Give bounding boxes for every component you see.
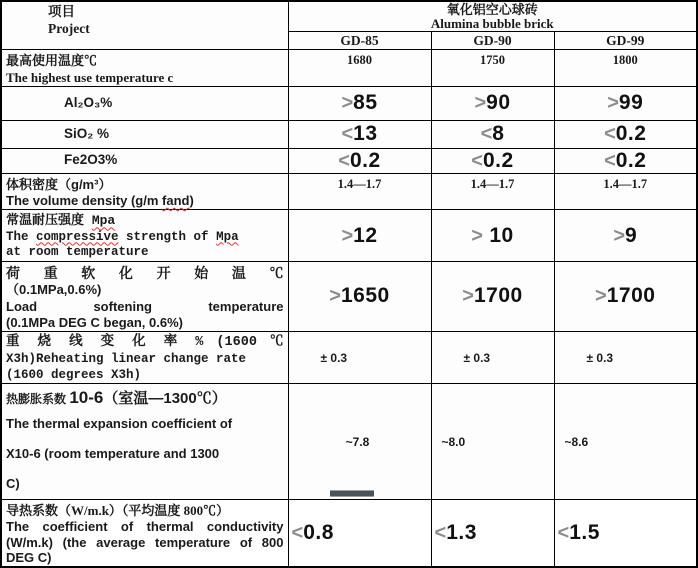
value-cell: >1700: [431, 261, 554, 331]
value-cell: ~7.8: [288, 384, 431, 500]
sio2-label: SiO₂ %: [1, 120, 288, 148]
value-cell: >9: [554, 210, 697, 262]
misspelled-word: Mpa: [91, 213, 116, 229]
gt-sign: >: [607, 92, 619, 115]
fe2o3-label: Fe2O3%: [1, 148, 288, 173]
value-cell: 1.4—1.7: [554, 173, 697, 210]
gt-sign: >: [341, 224, 354, 247]
value-cell: <1.3: [431, 499, 554, 566]
misspelled-word: fand: [162, 193, 190, 209]
value-cell: <13: [288, 120, 431, 148]
max-temp-label: 最高使用温度℃ The highest use temperature c: [1, 50, 288, 87]
header-row-product: [1, 1, 697, 32]
grade-header-gd99: GD-99: [554, 32, 697, 50]
lt-sign: <: [291, 521, 304, 544]
gt-sign: >: [329, 285, 341, 308]
conductivity-label: 导热系数（W/m.k）（平均温度 800℃） The coefficient of thermal conductivity (W/m.k) (the average temperature of 800 DEG C): [1, 499, 288, 566]
project-label-zh: 项目: [48, 4, 75, 19]
value-cell: <8: [431, 120, 554, 148]
value-cell: <1.5: [554, 499, 697, 566]
gt-sign: >: [462, 285, 474, 308]
lt-sign: <: [604, 123, 616, 146]
gt-sign: >: [474, 92, 487, 115]
value-cell: ± 0.3: [288, 332, 431, 384]
reheating-label: 重 烧 线 变 化 率 % (1600 ℃ X3h)Reheating linear change rate (1600 degrees X3h): [1, 332, 288, 384]
gt-sign: >: [595, 285, 607, 308]
product-name-en: Alumina bubble brick: [430, 15, 554, 31]
value-cell: >1650: [288, 261, 431, 331]
row-fe2o3: [1, 148, 697, 173]
value-cell: >99: [554, 86, 697, 120]
row-reheating: [1, 332, 697, 384]
value-cell: >12: [288, 210, 431, 262]
value-cell: 1750: [431, 50, 554, 87]
product-name-zh: 氧化铝空心球砖: [446, 2, 538, 17]
lt-sign: <: [471, 149, 483, 172]
misspelled-word: Mpa: [216, 229, 239, 244]
project-label-en: Project: [48, 20, 90, 36]
row-sio2: [1, 120, 697, 148]
lt-sign: <: [604, 149, 616, 172]
grade-header-gd90: GD-90: [431, 32, 554, 50]
value-cell: >85: [288, 86, 431, 120]
value-cell: 1680: [288, 50, 431, 87]
gt-sign: >: [341, 92, 354, 115]
value-cell: ~8.6: [554, 384, 697, 500]
grade-header-gd85: GD-85: [288, 32, 431, 50]
value-cell: >1700: [554, 261, 697, 331]
lt-sign: <: [341, 123, 354, 146]
misspelled-word: compressive: [36, 229, 119, 244]
row-max-temp: [1, 50, 697, 87]
row-density: [1, 173, 697, 210]
gt-sign: >: [471, 224, 483, 247]
row-compressive: [1, 210, 697, 262]
value-cell: ~8.0: [431, 384, 554, 500]
value-cell: <0.8: [288, 499, 431, 566]
value-cell: >90: [431, 86, 554, 120]
product-header-cell: [288, 1, 697, 32]
al2o3-label: Al₂O₃%: [1, 86, 288, 120]
value-cell: <0.2: [288, 148, 431, 173]
value-cell: 1800: [554, 50, 697, 87]
lt-sign: <: [557, 521, 570, 544]
value-cell: > 10: [431, 210, 554, 262]
row-expansion: [1, 384, 697, 500]
row-load-softening: [1, 261, 697, 331]
value-cell: <0.2: [554, 148, 697, 173]
value-cell: ± 0.3: [554, 332, 697, 384]
lt-sign: <: [434, 521, 447, 544]
gt-sign: >: [613, 224, 625, 247]
value-cell: 1.4—1.7: [431, 173, 554, 210]
project-header-cell: [1, 1, 288, 50]
expansion-label: 热膨胀系数 10-6（室温—1300℃） The thermal expansion coefficient of X10-6 (room temperature and 1300 C): [1, 384, 288, 500]
load-softening-label: 荷 重 软 化 开 始 温 ℃ （0.1MPa,0.6%) Load softening temperature (0.1MPa DEG C began, 0.6%): [1, 261, 288, 331]
row-al2o3: [1, 86, 697, 120]
row-conductivity: [1, 499, 697, 566]
value-cell: <0.2: [554, 120, 697, 148]
value-cell: ± 0.3: [431, 332, 554, 384]
value-cell: 1.4—1.7: [288, 173, 431, 210]
density-label: 体积密度（g/m³） The volume density (g/m fand): [1, 173, 288, 210]
compressive-label: 常温耐压强度 Mpa The compressive strength of Mpa at room temperature: [1, 210, 288, 262]
lt-sign: <: [480, 123, 493, 146]
lt-sign: <: [338, 149, 350, 172]
value-cell: <0.2: [431, 148, 554, 173]
scrollbar-artifact: [330, 490, 374, 497]
